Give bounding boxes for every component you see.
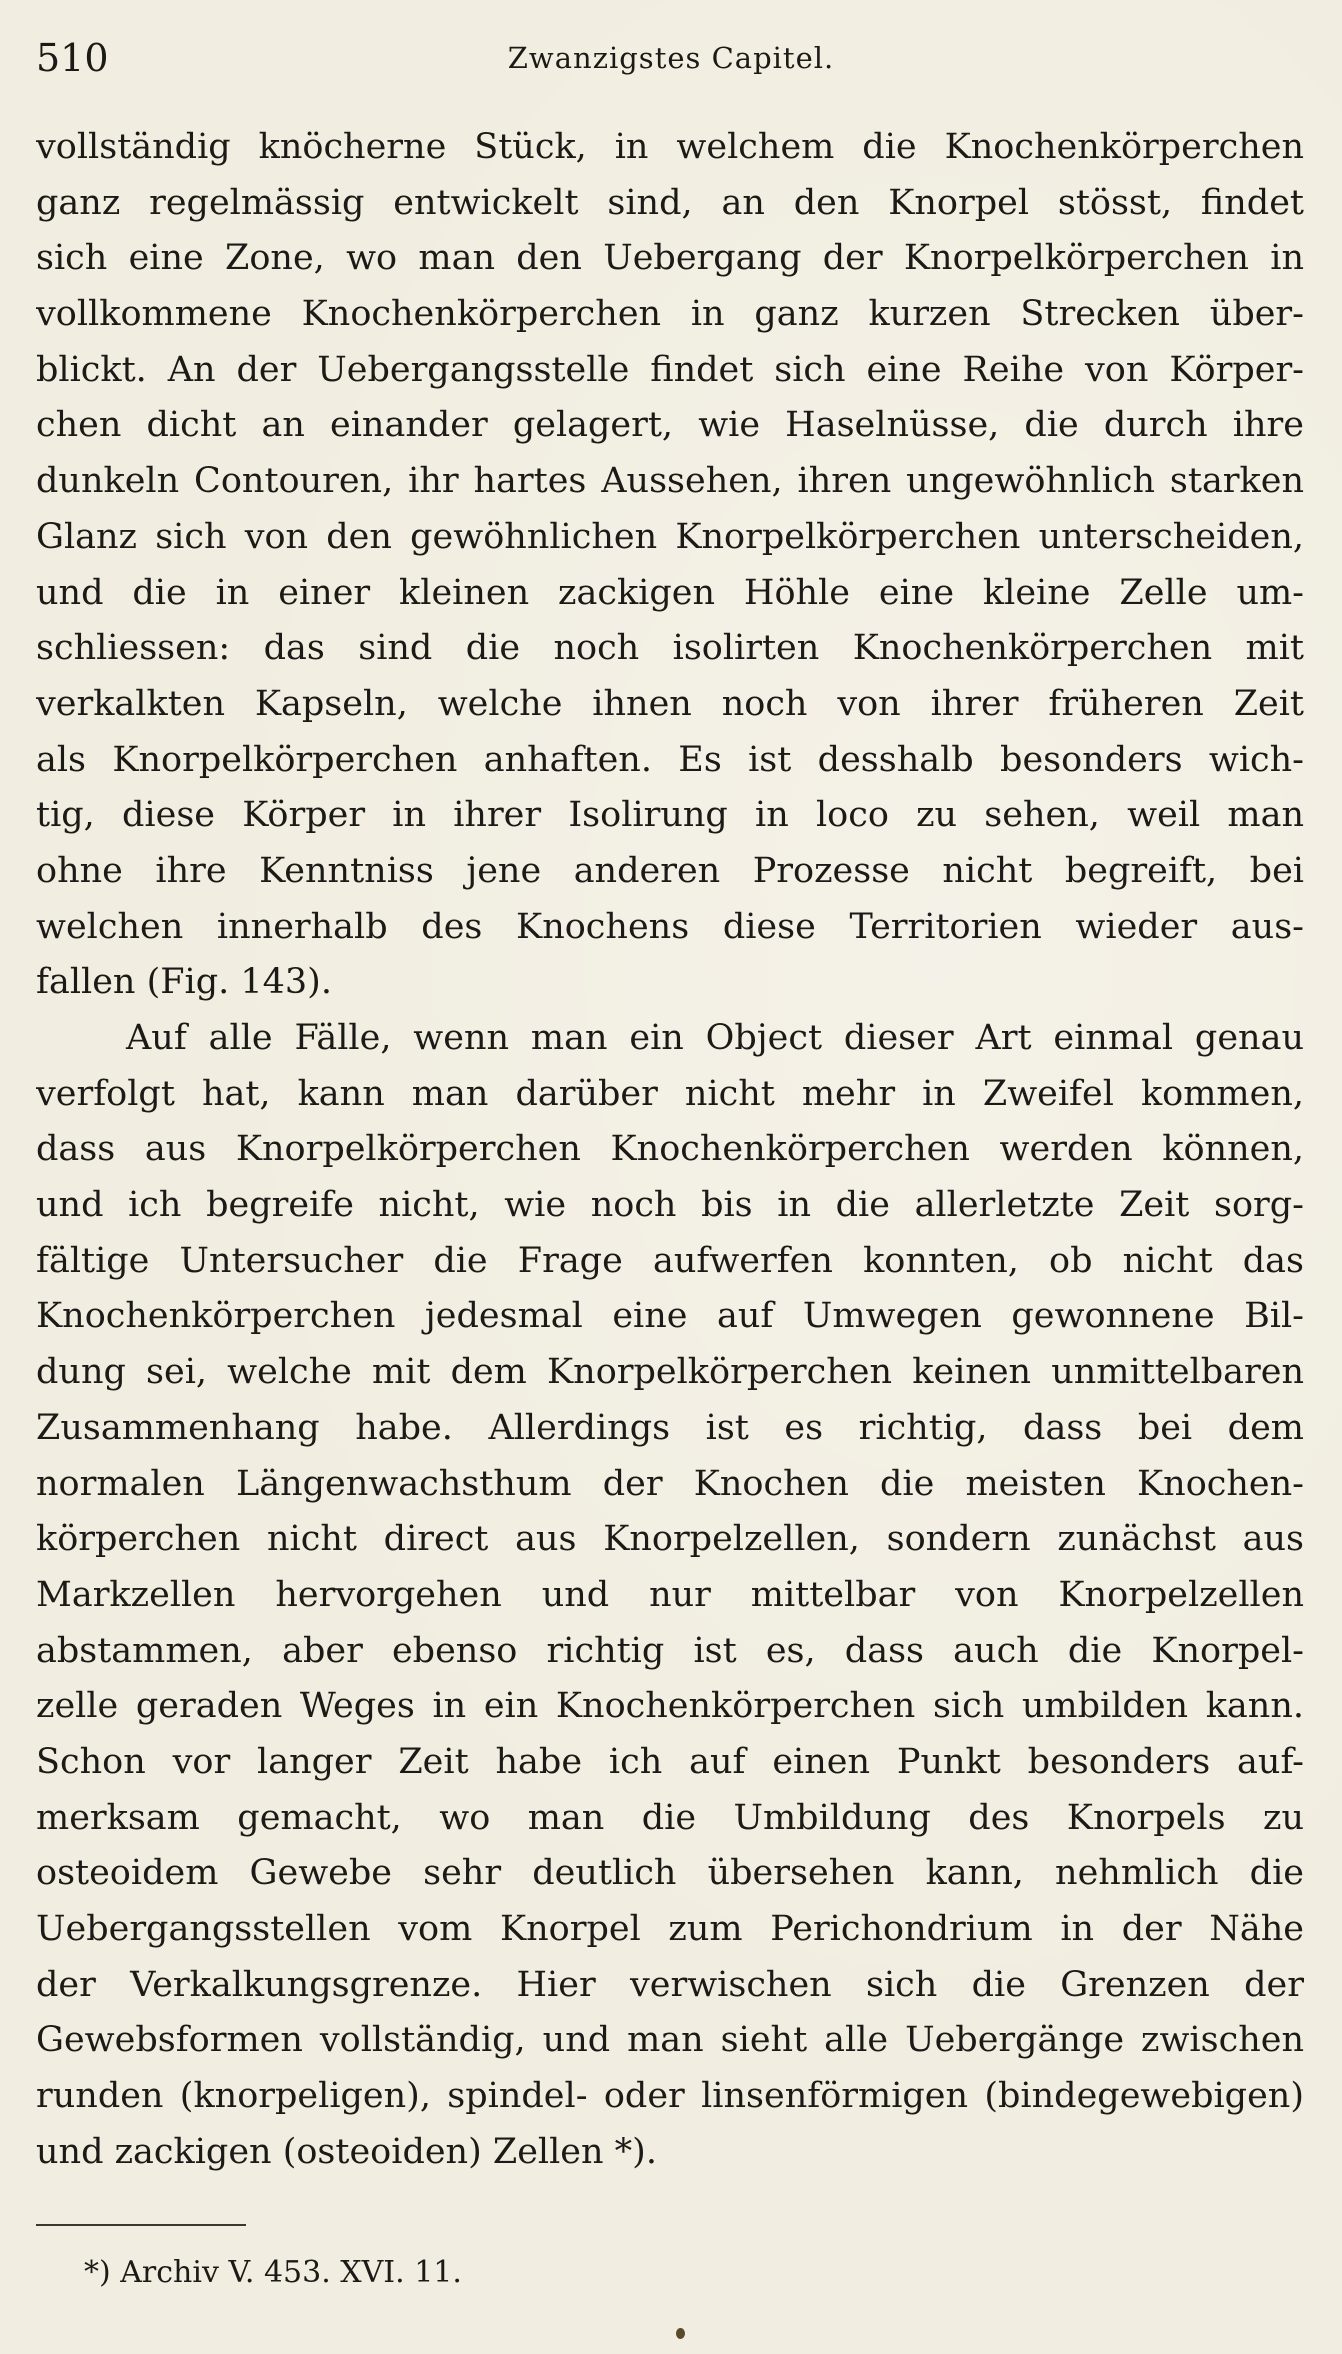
page-header (36, 28, 1306, 88)
text-line: als Knorpelkörperchen anhaften. Es ist desshalb besonders wich- (36, 739, 1304, 780)
text-line: ohne ihre Kenntniss jene anderen Prozesse nicht begreift, bei (36, 850, 1304, 891)
footnote-divider (36, 2224, 246, 2226)
running-head: Zwanzigstes Capitel. (507, 41, 835, 75)
text-line: Gewebsformen vollständig, und man sieht alle Uebergänge zwischen (36, 2020, 1304, 2061)
text-line: Markzellen hervorgehen und nur mittelbar von Knorpelzellen (36, 1574, 1304, 1615)
text-line: Zusammenhang habe. Allerdings ist es richtig, dass bei dem (36, 1407, 1304, 1448)
text-line: runden (knorpeligen), spindel- oder linsenförmigen (bindegewebigen) (36, 2076, 1304, 2117)
text-line: dass aus Knorpelkörperchen Knochenkörperchen werden können, (36, 1129, 1304, 1170)
text-line: verkalkten Kapseln, welche ihnen noch von ihrer früheren Zeit (36, 683, 1304, 724)
text-line: dung sei, welche mit dem Knorpelkörperchen keinen unmittelbaren (36, 1352, 1304, 1393)
paragraph (36, 1011, 1304, 2180)
text-line: Glanz sich von den gewöhnlichen Knorpelkörperchen unterscheiden, (36, 516, 1304, 557)
text-line: merksam gemacht, wo man die Umbildung des Knorpels zu (36, 1797, 1304, 1838)
text-line: normalen Längenwachsthum der Knochen die meisten Knochen- (36, 1463, 1304, 1504)
text-line: der Verkalkungsgrenze. Hier verwischen sich die Grenzen der (36, 1964, 1304, 2005)
text-line: ganz regelmässig entwickelt sind, an den Knorpel stösst, findet (36, 182, 1304, 223)
paragraph (36, 120, 1304, 1011)
body-text (36, 120, 1304, 2180)
footnote: *) Archiv V. 453. XVI. 11. (84, 2255, 462, 2290)
text-line: körperchen nicht direct aus Knorpelzellen, sondern zunächst aus (36, 1519, 1304, 1560)
text-line: fallen (Fig. 143). (36, 962, 332, 1003)
text-line: verfolgt hat, kann man darüber nicht mehr in Zweifel kommen, (36, 1073, 1304, 1114)
text-line: schliessen: das sind die noch isolirten Knochenkörperchen mit (36, 628, 1304, 669)
text-line: Knochenkörperchen jedesmal eine auf Umwegen gewonnene Bil- (36, 1296, 1304, 1337)
text-line: und die in einer kleinen zackigen Höhle eine kleine Zelle um- (36, 572, 1304, 613)
text-line: abstammen, aber ebenso richtig ist es, dass auch die Knorpel- (36, 1630, 1304, 1671)
text-line: osteoidem Gewebe sehr deutlich übersehen kann, nehmlich die (36, 1853, 1304, 1894)
text-line: welchen innerhalb des Knochens diese Territorien wieder aus- (36, 906, 1304, 947)
text-line: blickt. An der Uebergangsstelle findet sich eine Reihe von Körper- (36, 349, 1304, 390)
text-line: tig, diese Körper in ihrer Isolirung in loco zu sehen, weil man (36, 795, 1304, 836)
text-line: Uebergangsstellen vom Knorpel zum Perichondrium in der Nähe (36, 1909, 1304, 1949)
text-line: und ich begreife nicht, wie noch bis in die allerletzte Zeit sorg- (36, 1185, 1304, 1226)
text-line: chen dicht an einander gelagert, wie Haselnüsse, die durch ihre (36, 405, 1304, 446)
text-line: zelle geraden Weges in ein Knochenkörperchen sich umbilden kann. (36, 1686, 1304, 1727)
page-number: 510 (36, 36, 109, 80)
text-line: fältige Untersucher die Frage aufwerfen konnten, ob nicht das (36, 1240, 1304, 1281)
text-line: und zackigen (osteoiden) Zellen *). (36, 2131, 657, 2172)
text-line: vollständig knöcherne Stück, in welchem die Knochenkörperchen (36, 127, 1304, 167)
text-line: dunkeln Contouren, ihr hartes Aussehen, ihren ungewöhnlich starken (36, 461, 1304, 502)
text-line: vollkommene Knochenkörperchen in ganz kurzen Strecken über- (36, 294, 1304, 335)
text-line: sich eine Zone, wo man den Uebergang der Knorpelkörperchen in (36, 238, 1304, 279)
text-line: Auf alle Fälle, wenn man ein Object dieser Art einmal genau (126, 1018, 1304, 1058)
text-line: Schon vor langer Zeit habe ich auf einen Punkt besonders auf- (36, 1741, 1304, 1782)
ink-speck (676, 2328, 685, 2339)
